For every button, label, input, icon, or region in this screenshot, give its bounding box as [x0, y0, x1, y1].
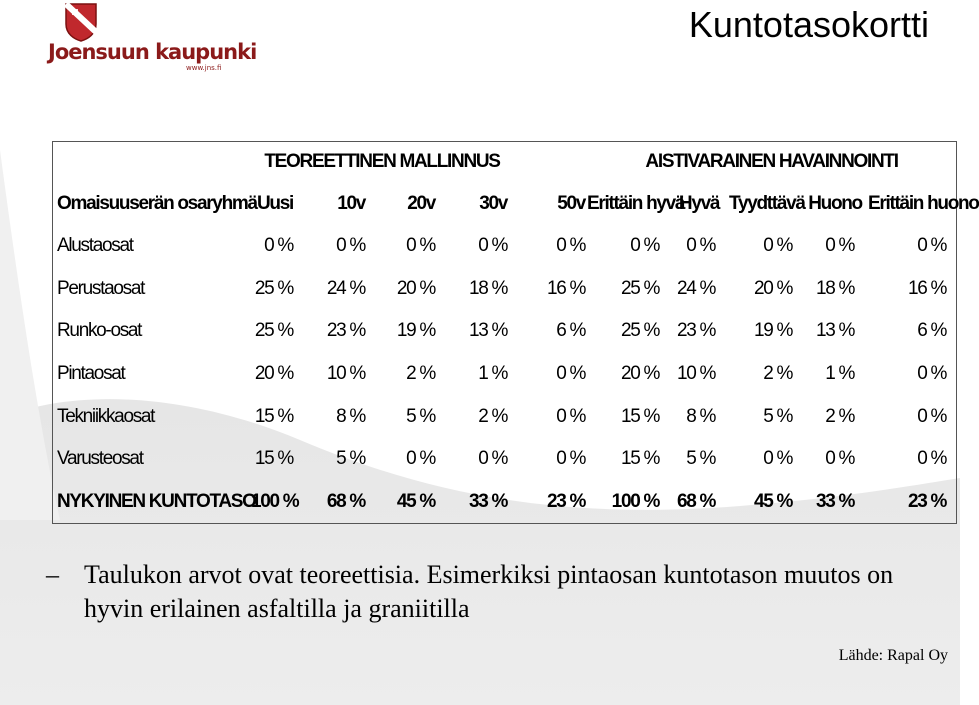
table-cell: 20 % — [620, 362, 660, 384]
row-label: Perustaosat — [57, 277, 145, 299]
row-label: Varusteosat — [57, 448, 143, 470]
table-cell: 10 % — [326, 362, 365, 384]
table-cell: 0 % — [630, 235, 660, 257]
column-header-row — [53, 183, 958, 226]
footnote — [46, 558, 906, 626]
table-cell: 8 % — [686, 405, 716, 427]
total-row — [53, 480, 958, 523]
column-header: 10v — [337, 192, 365, 214]
table-cell: 16 % — [546, 277, 586, 299]
table-cell: 23 % — [676, 320, 716, 342]
table-cell: 20 % — [396, 277, 435, 299]
condition-table — [52, 141, 979, 524]
bullet-dash: – — [46, 560, 59, 589]
group-header-model: TEOREETTINEN MALLINNUS — [264, 151, 500, 173]
row-label: Pintaosat — [57, 362, 125, 384]
row-label: Tekniikkaosat — [57, 405, 155, 427]
table-cell: 6 % — [917, 320, 947, 342]
table-row — [53, 310, 958, 353]
table-row — [53, 438, 958, 481]
table-cell: 23 % — [546, 490, 586, 512]
table-cell: 33 % — [815, 490, 855, 512]
table-cell: 24 % — [326, 277, 365, 299]
table-cell: 18 % — [468, 277, 508, 299]
city-logo — [48, 2, 257, 76]
row-label: Alustaosat — [57, 235, 133, 257]
table-cell: 5 % — [686, 448, 716, 470]
table-cell: 25 % — [254, 277, 293, 299]
table-cell: 0 % — [917, 362, 947, 384]
table-cell: 0 % — [763, 235, 793, 257]
table-cell: 25 % — [620, 277, 660, 299]
table-cell: 23 % — [907, 490, 947, 512]
table-row — [53, 225, 958, 268]
table-cell: 6 % — [556, 320, 586, 342]
column-header: Hyvä — [678, 192, 720, 214]
table-cell: 0 % — [478, 235, 508, 257]
table-cell: 2 % — [406, 362, 435, 384]
logo-wordmark: Joensuun kaupunki — [48, 40, 257, 64]
table-row — [53, 353, 958, 396]
table-cell: 68 % — [676, 490, 716, 512]
group-header-observation: AISTIVARAINEN HAVAINNOINTI — [645, 151, 898, 173]
table-cell: 25 % — [254, 320, 293, 342]
table-cell: 0 % — [406, 235, 435, 257]
table-cell: 15 % — [620, 405, 660, 427]
table-cell: 10 % — [676, 362, 716, 384]
table-cell: 25 % — [620, 320, 660, 342]
table-cell: 45 % — [396, 490, 435, 512]
table-cell: 5 % — [406, 405, 435, 427]
table-cell: 19 % — [753, 320, 793, 342]
table-cell: 8 % — [336, 405, 365, 427]
table-cell: 20 % — [254, 362, 293, 384]
table-cell: 0 % — [825, 235, 855, 257]
table-cell: 2 % — [478, 405, 508, 427]
table-cell: 15 % — [620, 448, 660, 470]
table-cell: 0 % — [264, 235, 293, 257]
table-cell: 23 % — [326, 320, 365, 342]
group-header-row — [53, 142, 958, 183]
column-header: 20v — [407, 192, 435, 214]
table-cell: 100 % — [251, 490, 299, 512]
row-label: NYKYINEN KUNTOTASO — [57, 490, 256, 512]
table-cell: 5 % — [763, 405, 793, 427]
table-cell: 33 % — [468, 490, 508, 512]
table-cell: 68 % — [326, 490, 365, 512]
table-row — [53, 268, 958, 311]
table-cell: 0 % — [825, 448, 855, 470]
table-cell: 0 % — [556, 362, 586, 384]
table-cell: 18 % — [815, 277, 855, 299]
table-cell: 13 % — [468, 320, 508, 342]
table-cell: 45 % — [753, 490, 793, 512]
table-cell: 15 % — [254, 448, 293, 470]
column-header: Omaisuuserän osaryhmä — [57, 192, 257, 214]
table-cell: 0 % — [686, 235, 716, 257]
row-label: Runko-osat — [57, 320, 142, 342]
column-header: Huono — [808, 192, 862, 214]
table-cell: 2 % — [763, 362, 793, 384]
coat-of-arms-icon — [64, 2, 98, 42]
table-cell: 1 % — [478, 362, 508, 384]
logo-url: www.jns.fi — [186, 64, 222, 72]
table-cell: 0 % — [917, 448, 947, 470]
table-cell: 15 % — [254, 405, 293, 427]
column-header: 50v — [557, 192, 586, 214]
column-header: 30v — [479, 192, 508, 214]
table-cell: 0 % — [336, 235, 365, 257]
column-header: Tyydttävä — [729, 192, 805, 214]
table-cell: 1 % — [825, 362, 855, 384]
table-cell: 0 % — [406, 448, 435, 470]
table-cell: 0 % — [556, 448, 586, 470]
table-cell: 19 % — [396, 320, 435, 342]
table-cell: 24 % — [676, 277, 716, 299]
table-cell: 0 % — [763, 448, 793, 470]
column-header: Erittäin huono — [868, 192, 979, 214]
column-header: Erittäin hyvä — [587, 192, 685, 214]
table-cell: 16 % — [907, 277, 947, 299]
table-cell: 0 % — [556, 405, 586, 427]
table-cell: 5 % — [336, 448, 365, 470]
table-row — [53, 395, 958, 438]
table-cell: 13 % — [815, 320, 855, 342]
table-cell: 2 % — [825, 405, 855, 427]
footnote-text: Taulukon arvot ovat teoreettisia. Esimerkiksi pintaosan kuntotason muutos on hyvin erilainen asfaltilla ja graniitilla — [84, 560, 894, 623]
table-cell: 0 % — [917, 235, 947, 257]
source-credit: Lähde: Rapal Oy — [838, 647, 948, 664]
table-cell: 20 % — [753, 277, 793, 299]
table-cell: 100 % — [611, 490, 660, 512]
column-header: Uusi — [257, 192, 293, 214]
table-cell: 0 % — [478, 448, 508, 470]
table-cell: 0 % — [556, 235, 586, 257]
page-title: Kuntotasokortti — [688, 4, 929, 45]
table-cell: 0 % — [917, 405, 947, 427]
